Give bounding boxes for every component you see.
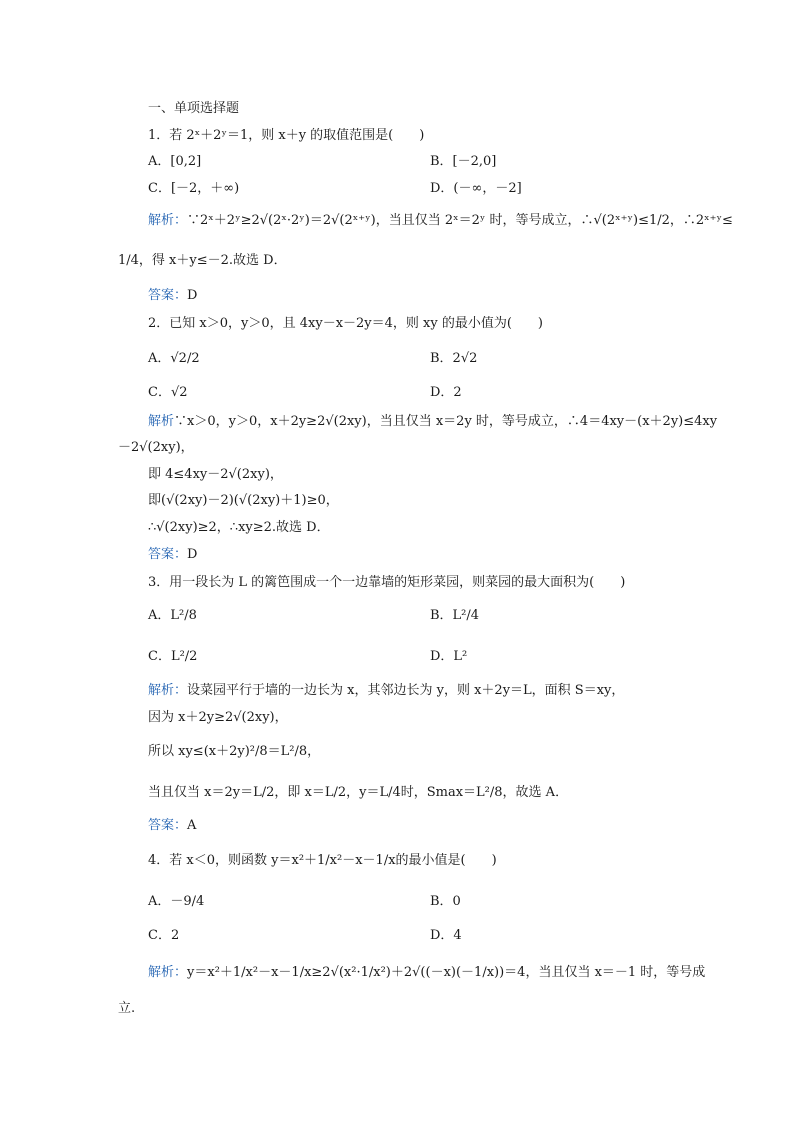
q4-option-c: C．2 (148, 928, 180, 943)
q3-option-a: A．L²/8 (148, 608, 197, 623)
q3-option-d: D．L² (430, 649, 468, 664)
q3-solution-line-3: 所以 xy≤(x＋2y)²/8＝L²/8， (148, 744, 321, 759)
q2-option-b: B．2√2 (430, 351, 478, 366)
q2-solution-line-1 (148, 413, 717, 431)
q2-solution-text-1: ∵x＞0，y＞0，x＋2y≥2√(2xy)，当且仅当 x＝2y 时，等号成立，∴4＝4xy－(x＋2y)≤4xy (174, 414, 718, 429)
q1-solution-line-2: 1/4，得 x＋y≤－2.故选 D． (118, 253, 287, 268)
section-title: 一、单项选择题 (148, 101, 240, 116)
q2-solution-line-2: －2√(2xy)， (118, 440, 194, 455)
q4-option-b: B．0 (430, 894, 461, 909)
q2-stem: 2．已知 x＞0，y＞0，且 4xy－x－2y＝4，则 xy 的最小值为( ) (148, 316, 544, 331)
q4-solution-text-1: y＝x²＋1/x²－x－1/x≥2√(x²·1/x²)＋2√((－x)(－1/x))＝4，当且仅当 x＝－1 时，等号成 (187, 965, 706, 980)
q3-solution-line-4: 当且仅当 x＝2y＝L/2，即 x＝L/2，y＝L/4时，Smax＝L²/8，故选 A． (148, 785, 569, 800)
q4-option-d: D．4 (430, 928, 462, 943)
q1-answer-value: D (187, 288, 198, 303)
q1-stem: 1．若 2ˣ＋2ʸ＝1，则 x＋y 的取值范围是( ) (148, 128, 425, 143)
q2-solution-line-3: 即 4≤4xy－2√(2xy)， (148, 467, 283, 482)
q4-option-a: A．－9/4 (148, 894, 205, 909)
q2-answer-label: 答案： (148, 547, 188, 562)
q3-solution-line-1 (148, 682, 624, 700)
q2-solution-line-5: ∴√(2xy)≥2，∴xy≥2.故选 D． (148, 520, 330, 535)
q2-option-a: A．√2/2 (148, 351, 200, 366)
q4-solution-label: 解析： (148, 965, 188, 980)
q1-solution-text-1: ∵2ˣ＋2ʸ≥2√(2ˣ·2ʸ)＝2√(2ˣ⁺ʸ)，当且仅当 2ˣ＝2ʸ 时，等号成立，∴√(2ˣ⁺ʸ)≤1/2，∴2ˣ⁺ʸ≤ (187, 213, 733, 228)
q3-solution-text-1: 设菜园平行于墙的一边长为 x，其邻边长为 y，则 x＋2y＝L，面积 S＝xy， (187, 683, 625, 698)
q4-solution-line-1 (148, 964, 705, 982)
q4-stem: 4．若 x＜0，则函数 y＝x²＋1/x²－x－1/x的最小值是( ) (148, 853, 497, 868)
q3-answer-label: 答案： (148, 818, 188, 833)
q3-solution-label: 解析： (148, 683, 188, 698)
q2-answer (148, 546, 197, 564)
q1-answer-label: 答案： (148, 288, 188, 303)
q2-answer-value: D (187, 547, 198, 562)
q1-option-d: D．(－∞，－2] (430, 181, 522, 196)
q2-solution-label: 解析 (148, 414, 175, 429)
q1-option-b: B．[－2,0] (430, 154, 497, 169)
q3-answer (148, 817, 196, 835)
q3-stem: 3．用一段长为 L 的篱笆围成一个一边靠墙的矩形菜园，则菜园的最大面积为( ) (148, 575, 626, 590)
q1-answer (148, 287, 197, 305)
q2-solution-line-4: 即(√(2xy)－2)(√(2xy)＋1)≥0， (148, 493, 339, 508)
q1-option-c: C．[－2，＋∞) (148, 181, 240, 196)
q2-option-c: C．√2 (148, 385, 188, 400)
q3-answer-value: A (187, 818, 197, 833)
q3-solution-line-2: 因为 x＋2y≥2√(2xy)， (148, 710, 288, 725)
q1-option-a: A．[0,2] (148, 154, 202, 169)
q4-solution-line-2: 立. (118, 1001, 136, 1016)
q3-option-b: B．L²/4 (430, 608, 480, 623)
q1-solution-label: 解析： (148, 213, 188, 228)
q1-solution-line-1 (148, 212, 733, 230)
q3-option-c: C．L²/2 (148, 649, 198, 664)
q2-option-d: D．2 (430, 385, 462, 400)
